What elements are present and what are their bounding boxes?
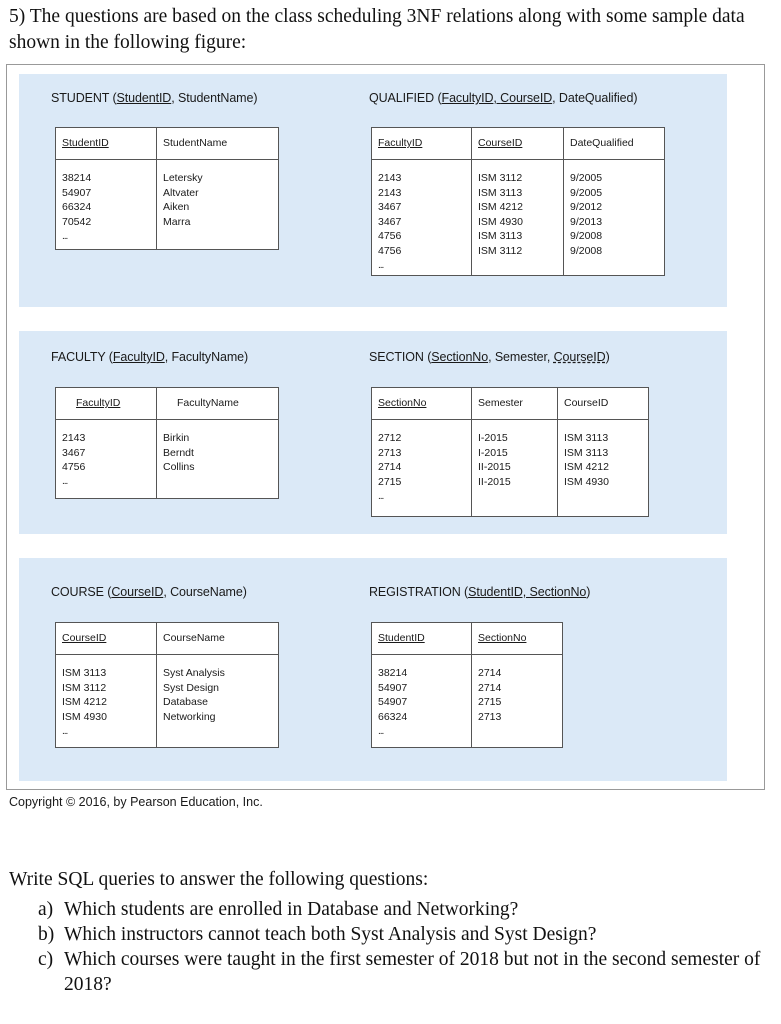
table-cell: I-2015 [478,432,508,444]
copyright-notice: Copyright © 2016, by Pearson Education, Inc. [9,795,263,809]
table-cell: ISM 3113 [478,230,523,242]
table-column [56,623,156,747]
table-cell: 2714 [378,461,402,473]
table-cell: 66324 [62,201,92,213]
column-values [378,171,401,258]
table-cell: 4756 [378,230,402,242]
table-cell: 54907 [378,696,408,708]
table-column [156,388,278,498]
title-text: ) [605,350,610,364]
question-heading: 5) The questions are based on the class scheduling 3NF relations along with some sample data shown in the following figure: [9,6,745,53]
table-cell: Letersky [163,172,203,184]
questions-block [9,867,769,997]
column-header-courseid: CourseID [478,137,523,149]
table-cell: Database [163,696,208,708]
primary-key: FacultyID [441,91,494,105]
table-cell: 54907 [378,681,408,694]
table-cell: 9/2008 [570,244,603,257]
relations-figure [6,64,765,790]
table-cell: 2714 [478,681,502,694]
primary-key: CourseID [111,585,164,599]
table-cell: Altvater [163,186,199,199]
column-values [378,666,407,724]
table-cell: Marra [163,215,191,228]
section-panel [337,331,727,534]
table-cell: 4756 [378,244,402,257]
title-text: , FacultyName) [164,350,249,364]
table-cell: ISM 4212 [62,696,107,708]
table-cell: ISM 3112 [478,244,523,257]
column-values [478,431,511,489]
primary-key: FacultyID [112,350,165,364]
title-text: FACULTY ( [51,350,113,364]
column-values [564,431,609,489]
title-text: ) [586,585,591,599]
column-header-facultyid: FacultyID [76,397,121,409]
table-column [471,388,558,516]
table-cell: ISM 3112 [62,681,107,694]
table-cell: ISM 4930 [62,710,107,723]
table-cell: ISM 4212 [478,201,523,213]
column-header-studentid: StudentID [378,632,425,644]
column-values [570,171,602,258]
column-header-sectionno: SectionNo [478,632,527,644]
table-cell: Networking [163,710,216,723]
faculty-table [55,387,279,499]
table-cell: I-2015 [478,446,508,459]
qualified-table [371,127,665,276]
table-cell: 9/2013 [570,215,603,228]
table-cell: 38214 [378,667,408,679]
table-cell: 9/2012 [570,201,603,213]
question-item [9,947,769,997]
title-text: , DateQualified) [552,91,638,105]
primary-key: CourseID [500,91,553,105]
column-header-datequalified: DateQualified [570,137,634,149]
column-values [478,171,523,258]
column-header-courseid: CourseID [62,632,107,644]
title-text: , [493,91,501,105]
column-values [163,666,225,724]
faculty-relation-title [51,350,248,364]
table-cell: 54907 [62,186,92,199]
table-cell: 2715 [478,696,502,708]
column-header-facultyid: FacultyID [378,137,423,149]
table-cell: 2715 [378,475,402,488]
primary-key: StudentID [116,91,172,105]
question-item [9,897,769,922]
course-panel [19,558,351,781]
table-cell: 4756 [62,461,86,473]
title-text: QUALIFIED ( [369,91,442,105]
title-text: , CourseName) [163,585,247,599]
table-column [563,128,664,275]
table-cell: Collins [163,461,195,473]
table-column [156,623,278,747]
column-values [62,666,107,724]
student-table [55,127,279,250]
table-column [156,128,278,249]
questions-intro: Write SQL queries to answer the following questions: [9,869,429,890]
more-rows-ellipsis: ... [378,726,384,737]
table-column [471,128,564,275]
column-values [62,431,85,475]
student-relation-title [51,91,257,105]
title-text: , Semester, [488,350,554,364]
table-cell: 3467 [378,201,402,213]
question-label: c) [38,949,54,970]
registration-panel [337,558,727,781]
table-cell: Aiken [163,201,190,213]
section-table [371,387,649,517]
section-relation-title [369,350,610,364]
table-cell: 2713 [478,710,502,723]
more-rows-ellipsis: ... [62,231,68,242]
table-column [56,388,156,498]
table-cell: II-2015 [478,461,511,473]
table-cell: 66324 [378,710,408,723]
table-cell: 2143 [378,172,402,184]
table-cell: 38214 [62,172,92,184]
column-values [163,171,203,229]
question-label: b) [38,924,55,945]
title-text: , StudentName) [171,91,258,105]
registration-table [371,622,563,748]
more-rows-ellipsis: ... [378,491,384,502]
title-text: REGISTRATION ( [369,585,469,599]
table-cell: ISM 4930 [478,215,523,228]
more-rows-ellipsis: ... [62,476,68,487]
table-cell: ISM 4930 [564,475,609,488]
course-table [55,622,279,748]
question-text: Which courses were taught in the first semester of 2018 but not in the second semester of 2018? [64,949,761,995]
table-cell: ISM 4212 [564,461,609,473]
table-cell: ISM 3113 [564,446,609,459]
column-header-studentid: StudentID [62,137,109,149]
column-values [62,171,91,229]
table-column [372,128,471,275]
more-rows-ellipsis: ... [378,260,384,271]
column-header-studentname: StudentName [163,137,228,149]
primary-key: StudentID, SectionNo [468,585,587,599]
faculty-panel [19,331,351,534]
table-cell: 2143 [62,432,86,444]
table-cell: 3467 [62,446,86,459]
table-cell: 2143 [378,186,402,199]
table-cell: 9/2008 [570,230,603,242]
table-column [372,623,471,747]
course-relation-title [51,585,247,599]
question-label: a) [38,899,54,920]
table-cell: 70542 [62,215,92,228]
table-cell: II-2015 [478,475,511,488]
column-header-courseid: CourseID [564,397,609,409]
table-cell: 9/2005 [570,172,603,184]
student-panel [19,74,351,307]
table-cell: Syst Design [163,681,220,694]
foreign-key: CourseID [553,350,606,364]
table-column [557,388,648,516]
column-header-facultyname: FacultyName [177,397,239,409]
table-column [471,623,562,747]
more-rows-ellipsis: ... [62,726,68,737]
column-values [378,431,401,489]
table-cell: Berndt [163,446,194,459]
table-cell: 2714 [478,667,502,679]
column-header-coursename: CourseName [163,632,225,644]
table-cell: 2713 [378,446,402,459]
title-text: SECTION ( [369,350,432,364]
table-cell: ISM 3113 [62,667,107,679]
table-cell: 2712 [378,432,402,444]
primary-key: SectionNo [431,350,489,364]
qualified-relation-title [369,91,637,105]
column-values [478,666,501,724]
question-text: Which instructors cannot teach both Syst Analysis and Syst Design? [64,924,597,945]
table-cell: Birkin [163,432,190,444]
table-cell: ISM 3113 [564,432,609,444]
title-text: COURSE ( [51,585,112,599]
column-values [163,431,195,475]
question-text: Which students are enrolled in Database and Networking? [64,899,519,920]
title-text: STUDENT ( [51,91,117,105]
table-cell: 3467 [378,215,402,228]
question-item [9,922,769,947]
qualified-panel [337,74,727,307]
table-cell: Syst Analysis [163,667,225,679]
table-cell: ISM 3113 [478,186,523,199]
column-header-semester: Semester [478,397,523,409]
column-header-sectionno: SectionNo [378,397,427,409]
table-column [56,128,156,249]
table-cell: ISM 3112 [478,172,523,184]
table-cell: 9/2005 [570,186,603,199]
registration-relation-title [369,585,590,599]
table-column [372,388,471,516]
